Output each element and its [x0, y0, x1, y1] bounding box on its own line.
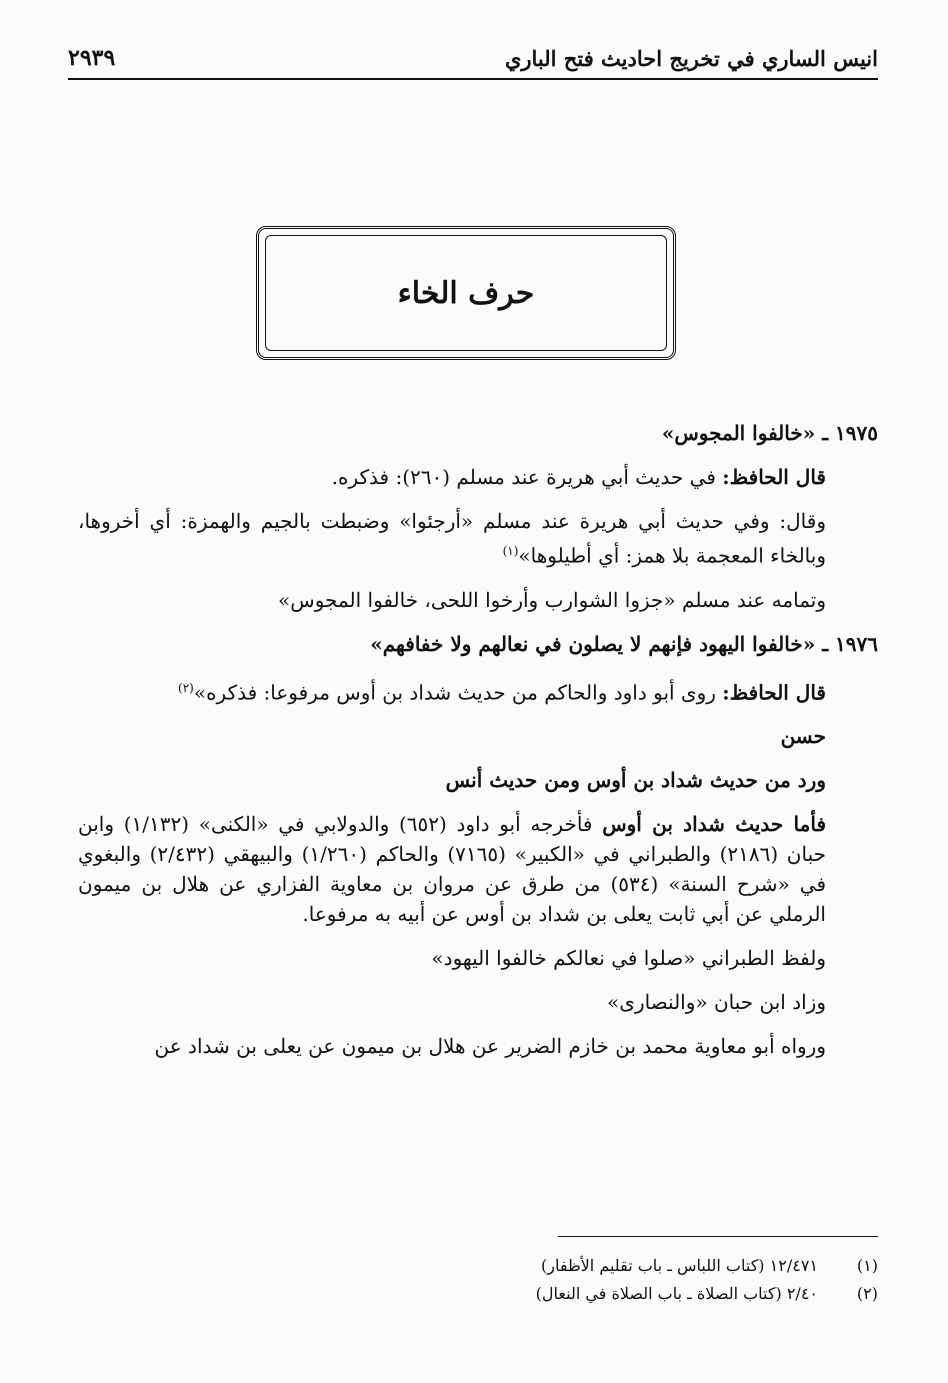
entry-1976-zad: وزاد ابن حبان «والنصارى»	[607, 990, 826, 1015]
footnote-ref-2: (٢)	[178, 680, 194, 695]
hafiz-label: قال الحافظ:	[722, 465, 826, 489]
entry-1975-heading: ١٩٧٥ ـ «خالفوا المجوس»	[661, 421, 878, 445]
amma-text: فأخرجه أبو داود (٦٥٢) والدولابي في «الكنى» (١/١٣٢) وابن حبان (٢١٨٦) والطبراني في «الكبير» (٧١٦٥) والحاكم (١/٢٦٠) والبيهقي (٢/٤٣٢) والبغوي في «شرح السنة» (٥٣٤) من طرق عن مروان بن معاوية الفزاري عن هلال بن ميمون الرملي عن أبي ثابت يعلى بن شداد بن أوس عن أبيه به مرفوعا.	[78, 812, 827, 927]
footnote-item	[78, 1280, 878, 1308]
entry-1976-lafz: ولفظ الطبراني «صلوا في نعالكم خالفوا اليهود»	[431, 946, 826, 971]
footnote-rule	[558, 1236, 878, 1237]
entry-1976-amma	[78, 809, 878, 929]
entry-1976-rawah: ورواه أبو معاوية محمد بن خازم الضرير عن هلال بن ميمون عن يعلى بن شداد عن	[154, 1034, 826, 1059]
footnote-number: (٢)	[856, 1284, 878, 1303]
main-text	[78, 418, 878, 1075]
footnote-text: ٢/٤٠ (كتاب الصلاة ـ باب الصلاة في النعال)	[535, 1284, 818, 1303]
book-title: انيس الساري في تخريج احاديث فتح الباري	[504, 45, 878, 71]
running-header	[68, 40, 878, 76]
footnote-number: (١)	[856, 1256, 878, 1275]
amma-label: فأما حديث شداد بن أوس	[602, 812, 827, 837]
qal-text: وقال: وفي حديث أبي هريرة عند مسلم «أرجئوا» وضبطت بالجيم والهمزة: أي أخروها، وبالخاء المعجمة بلا همز: أي أطيلوها»	[78, 509, 826, 568]
footnote-text: ١٢/٤٧١ (كتاب اللباس ـ باب تقليم الأظفار)	[541, 1256, 818, 1275]
chapter-frame	[256, 226, 676, 360]
entry-1976-heading: ١٩٧٦ ـ «خالفوا اليهود فإنهم لا يصلون في نعالهم ولا خفافهم»	[370, 631, 878, 656]
entry-1976-hafiz	[78, 673, 878, 708]
footnote-item	[78, 1252, 878, 1280]
hafiz-text: روى أبو داود والحاكم من حديث شداد بن أوس مرفوعا: فذكره»	[193, 680, 716, 705]
entry-1975-qal	[78, 506, 878, 571]
hafiz-label: قال الحافظ:	[722, 680, 826, 705]
footnotes	[78, 1252, 878, 1308]
chapter-title: حرف الخاء	[397, 275, 535, 311]
entry-1976-grade: حسن	[780, 724, 826, 749]
footnote-ref-1: (١)	[502, 544, 519, 558]
header-rule	[68, 78, 878, 80]
entry-1976-warada: ورد من حديث شداد بن أوس ومن حديث أنس	[445, 768, 826, 793]
entry-1975-tamam: وتمامه عند مسلم «جزوا الشوارب وأرخوا اللحى، خالفوا المجوس»	[278, 587, 826, 612]
page-number: ٢٩٣٩	[68, 45, 116, 71]
entry-1975-hafiz	[78, 462, 878, 492]
hafiz-text: في حديث أبي هريرة عند مسلم (٢٦٠): فذكره.	[331, 465, 716, 489]
